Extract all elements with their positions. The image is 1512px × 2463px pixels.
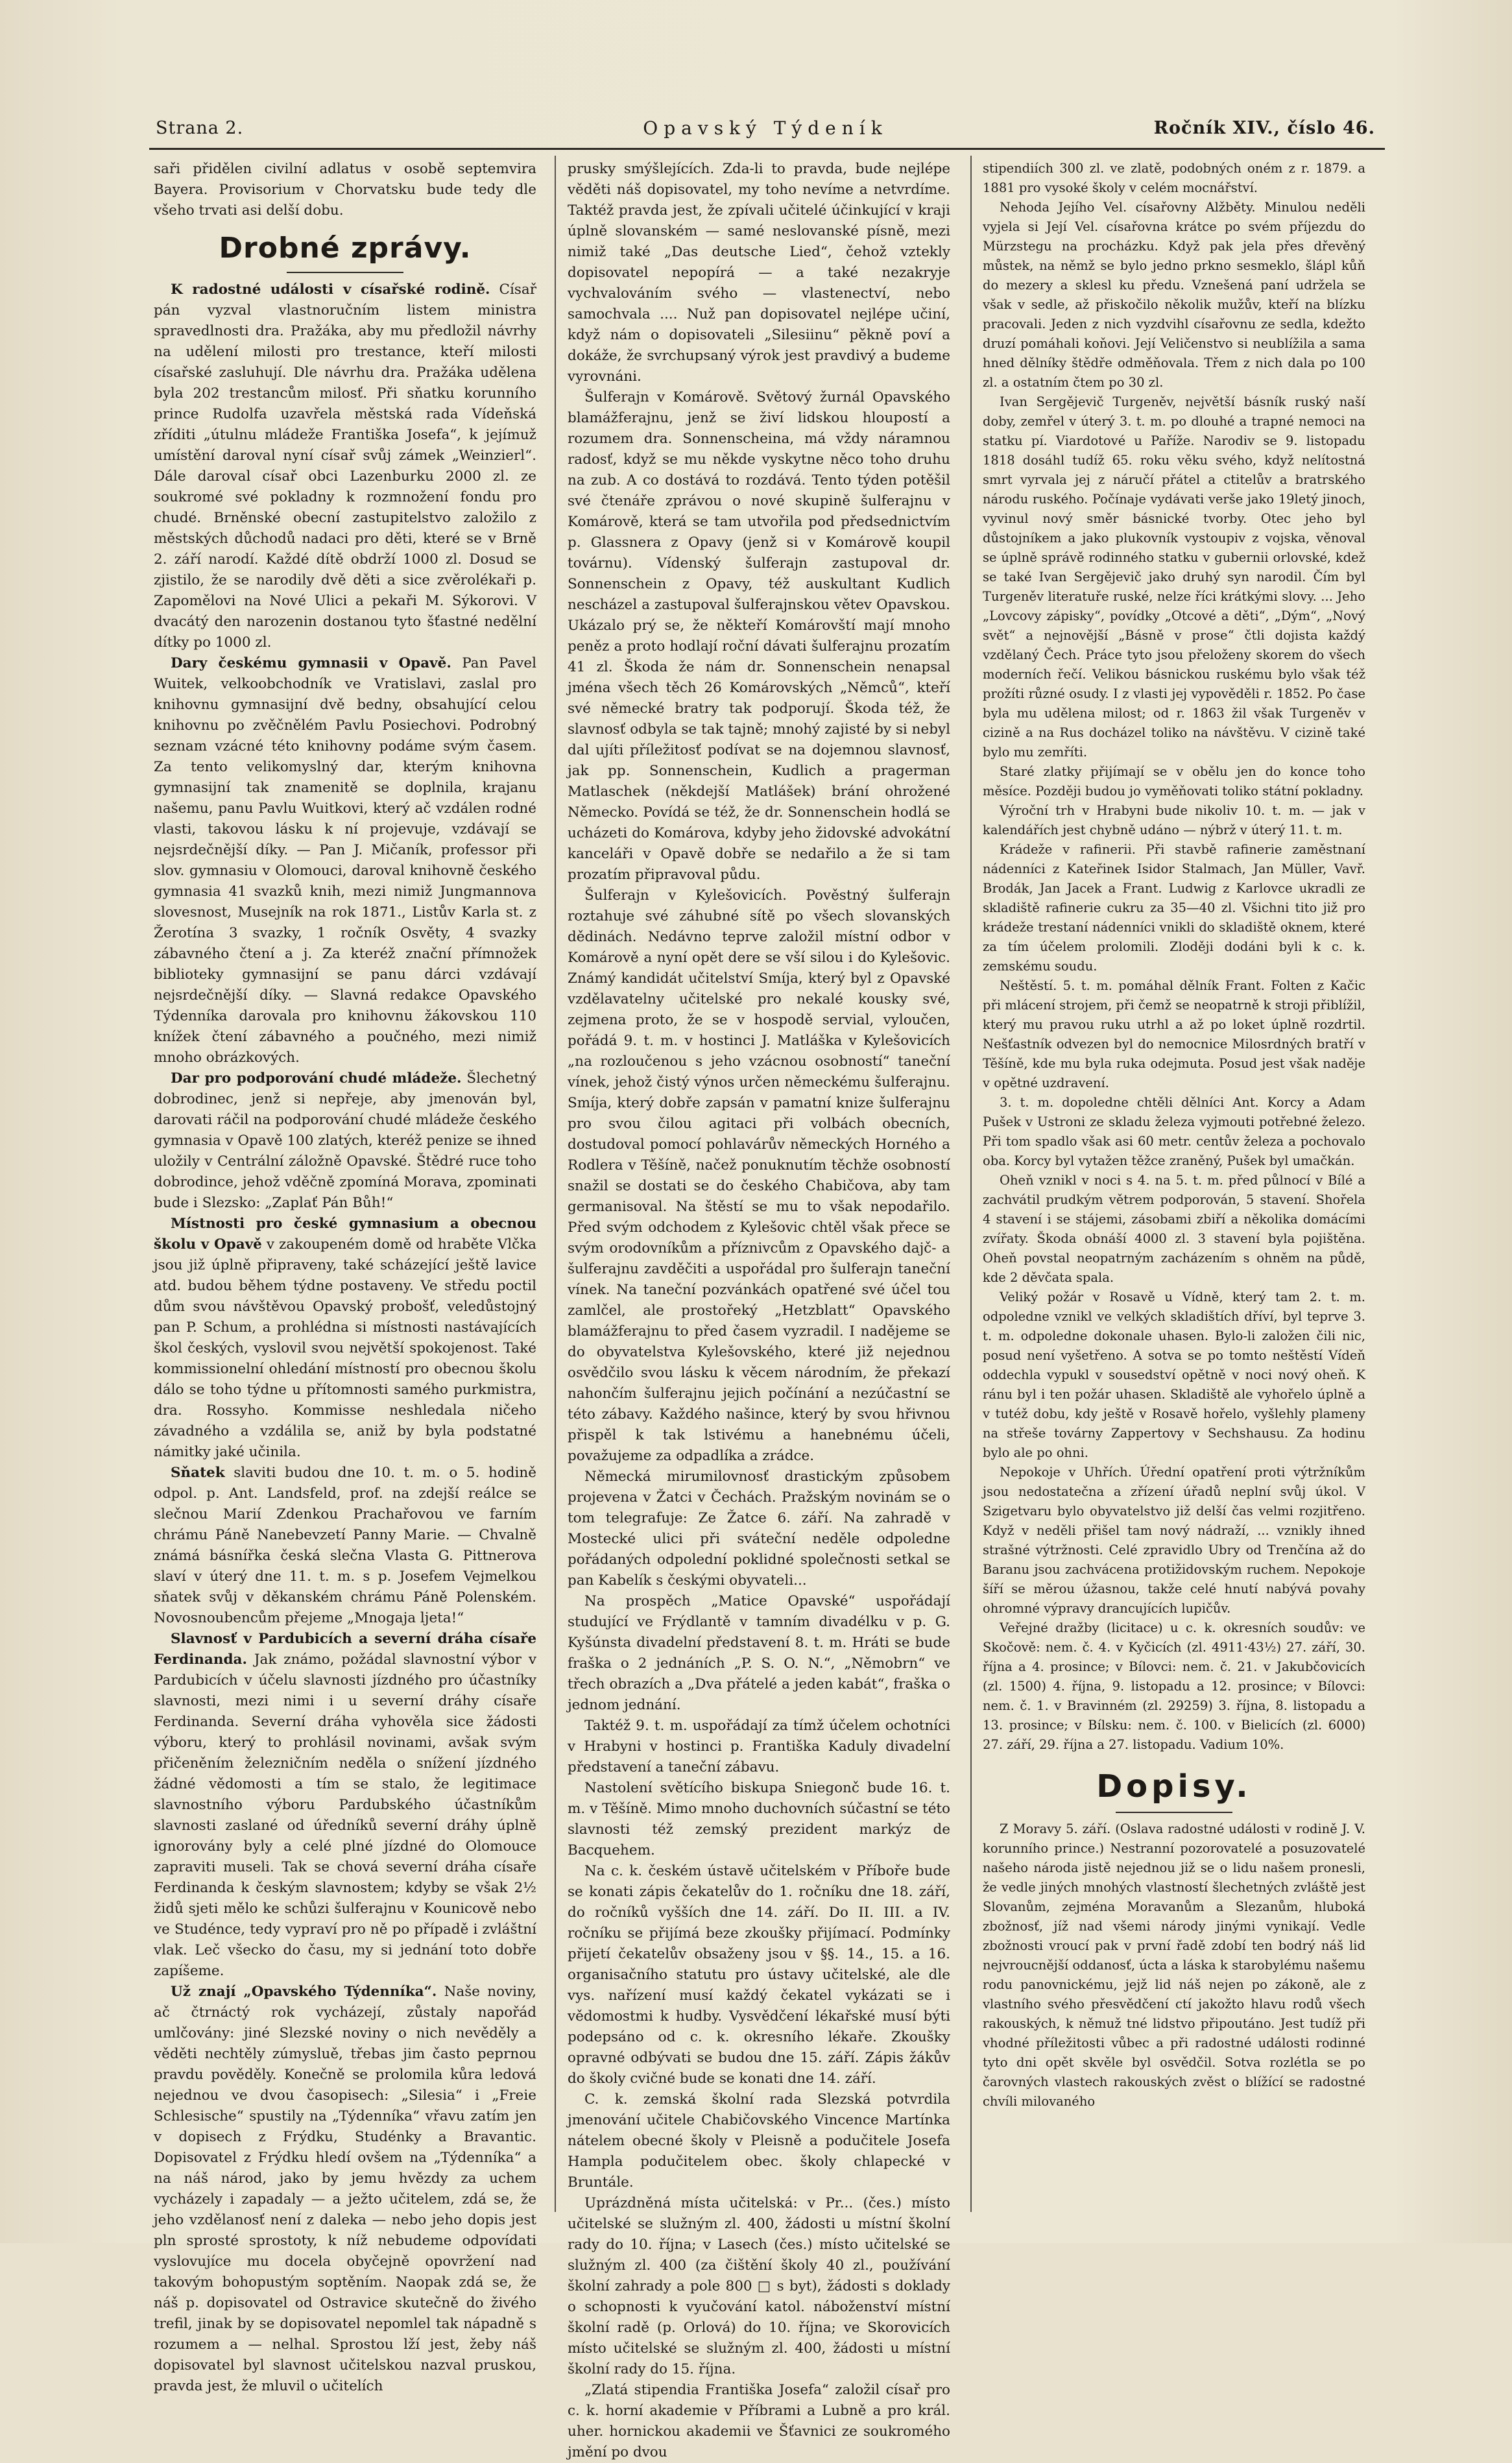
news-text: v zakoupeném domě od hraběte Vlčka jsou již úplně připraveny, také scházející ještě lavice atd. budou během týdne postaveny. Ve středu poctil dům svou návštěvou Opavský probošť, veledůstojný pan P. Schum, a prohlédna si místnosti nastávajících škol českých, vyslovil svou největší spokojenost. Také kommissionelní ohledání místností pro obecnou školu dálo se toho týdne u přítomnosti samého purkmistra, dra. Rossyho. Kommisse neshledala ničeho závadného a vzdálila se, aniž by byla podstatné námitky jaké učinila. [154, 1236, 537, 1460]
news-headline: K radostné události v císařské rodině. [171, 282, 490, 298]
section-rule [287, 272, 403, 273]
news-text: Šlechetný dobrodinec, jenž si nepřeje, aby jmenován byl, darovati ráčil na podporování chudé mládeže českého gymnasia v Opavě 100 zlatých, kteréž penize se ihned uložily v Centrální záložně Opavské. Štědré ruce toho dobrodince, jehož vděčně zpomíná Morava, zpominati bude i Slezsko: „Zaplať Pán Bůh!“ [154, 1070, 536, 1211]
article-paragraph: stipendiích 300 zl. ve zlatě, podobných oném z r. 1879. a 1881 pro vysoké školy v celém mocnářství. [983, 161, 1365, 195]
news-text: Jak známo, požádal slavnostní výbor v Pardubicích v účelu slavnosti jízdného pro účastníky slavnosti, mezi nimi i u severní dráhy císaře Ferdinanda. Severní dráha vyhověla sice žádosti výboru, který to prohlásil novinami, avšak svým přičeněním železničním neděla o snížení jízdného žádné vědomosti a tím se stalo, že legitimace slavnostního výboru Pardubského účastníkům slavnosti zaslané od úředníků severní dráhy úplně ignorovány byly a celé plné jízdné do Olomouce zapraviti museli. Tak se chová severní dráha císaře Ferdinanda k českým slavnostem; kdyby se však 2½ židů sjeti mělo ke schůzi šulferajnu v Kounicově nebo ve Studénce, tedy vypraví pro ně po případě i zvláštní vlak. Leč všecko do času, my si jednání toto dobře zapíšeme. [154, 1652, 536, 1979]
news-item [154, 1629, 536, 1982]
section-title-drobne-zpravy: Drobné zprávy. [219, 232, 472, 265]
article-paragraph: Veřejné dražby (licitace) u c. k. okresních soudův: ve Skočově: nem. č. 4. v Kyčicích (zl. 4911·43½) 27. září, 30. října a 4. prosince; v Bílovci: nem. č. 21. v Jakubčovicích (zl. 1500) 4. října, 9. listopadu a 12. prosince; v Bílovci: nem. č. 1. v Bravinném (zl. 29259) 3. října, 8. listopadu a 13. prosince; v Bílsku: nem. č. 100. v Bielicích (zl. 6000) 27. září, 29. října a 27. listopadu. Vadium 10%. [983, 1620, 1365, 1752]
intro-paragraph: saři přidělen civilní adlatus v osobě septemvira Bayera. Provisorium v Chorvatsku bude tedy dle všeho trvati asi delší dobu. [154, 161, 536, 219]
news-headline: Dar pro podporování chudé mládeže. [171, 1070, 462, 1087]
section-title-dopisy: Dopisy. [1096, 1768, 1252, 1805]
news-headline: Sňatek [171, 1465, 225, 1481]
news-headline: Už znají „Opavského Týdenníka“. [171, 1984, 437, 2000]
article-paragraph: Taktéž 9. t. m. uspořádají za tímž účelem ochotníci v Hrabyni v hostinci p. Františka Kaduly divadelní představení a taneční zábavu. [568, 1718, 950, 1775]
article-paragraph: Nepokoje v Uhřích. Úřední opatření proti výtržníkům jsou nedostatečna a zřízení úřadů neplní svůj úkol. V Szigetvaru bylo obyvatelstvo již delší čas velmi rozjitřeno. Když v neděli přišel tam nový nádraží, ... vznikly ihned strašné výtržnosti. Celé zpravidlo Ubry od Trenčína až do Baranu jsou zachvácena protižidovským ruchem. Nepokoje šíří se měrou úžasnou, takže celé hnutí nabývá povahy ohromné výpravy drancujících lupičův. [983, 1465, 1365, 1616]
column-divider [555, 156, 556, 2212]
letter-paragraph: Z Moravy 5. září. (Oslava radostné události v rodině J. V. korunního prince.) Nestranní pozorovatelé a posuzovatelé našeho národa jistě nejednou již se o lidu našem pronesli, že vedle jiných mnohých vlastností šlechetných zvláště jest Slovanům, zejména Moravanům a Slezanům, hluboká zbožnosť, jíž nad všemi národy jinými vynikají. Vedle zbožnosti vroucí pak v první řadě zdobí ten bodrý náš lid nejvroucnější oddanosť, úcta a láska k starobylému našemu rodu panovnickému, jejž lid náš nejen po zákoně, ale z vlastního svého přesvědčení ctí jakožto hlavu rodů všech rakouských, k němuž tné lidstvo připoutáno. Jest tudíž při vhodné příležitosti vůbec a při radostné události rodinné tyto dni opět skvěle byl osvědčil. Sotva rozlétla se po čarovných vlastech rakouských zvěst o blížící se radostné chvíli milovaného [983, 1821, 1365, 2109]
article-paragraph: „Zlatá stipendia Františka Josefa“ založil císař pro c. k. horní akademie v Příbrami a Lubně a pro král. uher. hornickou akademii ve Šťavnici ze soukromého jmění po dvou [568, 2382, 950, 2460]
article-paragraph: Šulferajn v Kylešovicích. Pověstný šulferajn roztahuje své záhubné sítě po všech slovanských dědinách. Nedávno teprve založil místní odbor v Komárově a nyní opět dere se vší silou i do Kylešovic. Známý kandidát učitelství Smíja, který byl z Opavské vzdělavatelny učitelské pro nekalé kousky své, zejmena proto, že se v hospodě servial, vyloučen, pořádá 9. t. m. v hostinci J. Matláška v Kylešovicích „na rozloučenou s jeho vzácnou osobností“ taneční vínek, jehož čistý výnos určen německému šulferajnu. Smíja, který dobře zapsán v pamatní knize šulferajnu pro svou čilou agitaci při volbách obecních, dostudoval pomocí pohlavárův německých Horného a Rodlera v Těšíně, načež ponuknutím těchže osobností snažil se dostati se do českého Chabičova, aby tam germanisoval. Na štěstí se mu to však nepodařilo. Před svým odchodem z Kylešovic chtěl však přece se svým orodovníkům a příznivcům z Opavského dajč- a šulferajnu zavděčiti a uspořádal pro šulferajn taneční vínek. Na taneční pozvánkách opatřené své účel tou zamlčel, ale prostořeký „Hetzblatt“ Opavského blamážferajnu to před časem vyzradil. I nadějeme se do obyvatelstva Kylešovského, které již nejednou osvědčilo svou lásku k věcem národním, že překazí nahončím šulferajnu jejich počínání a nezúčastní se této zábavy. Každého našince, který by svou hřivnou přispěl k tak lstivému a hanebnému účeli, považujeme za odpadlíka a zrádce. [568, 887, 950, 1464]
article-paragraph: C. k. zemská školní rada Slezská potvrdila jmenování učitele Chabičovského Vincence Martínka nátelem obecné školy v Pleisně a podučitele Josefa Hampla podučitelem obec. školy chlapecké v Bruntále. [568, 2091, 950, 2191]
section-rule [1116, 1812, 1232, 1813]
news-text: Císař pán vyzval vlastnoručním listem ministra spravedlnosti dra. Pražáka, aby mu předložil návrhy na udělení milosti pro trestance, kteří milosti císařské zasluhují. Dle návrhu dra. Pražáka udělena byla 202 trestancům milosť. Při sňatku korunního prince Rudolfa uzavřela městská rada Vídeňská zříditi „útulnu mládeže Františka Josefa“, k jejímuž umístění daroval nyní císař svůj zámek „Weinzierl“. Dále daroval císař obci Lazenburku 2000 zl. ze soukromé své pokladny k rozmnožení fondu pro chudé. Brněnské obecní zastupitelstvo založilo z městských důchodů nadaci pro děti, které se v Brně 2. září narodí. Každé dítě obdrží 1000 zl. Dosud se zjistilo, že se narodily dvě děti a sice zvěrolékaři p. Zapomělovi na Nové Ulici a pekaři M. Sýkorovi. V dvacátý den narozenin dostanou tyto šťastné nedělní dítky po 1000 zl. [154, 282, 536, 651]
news-text: Naše noviny, ač čtrnáctý rok vycházejí, zůstaly napořád umlčovány: jiné Slezské noviny o nich nevěděly a věděti nechtěly zúmysluě, třebas jim často peprnou pravdu pověděly. Konečně se prolomila kůra ledová nejednou ve dvou časopisech: „Silesia“ i „Freie Schlesische“ spustily na „Týdenníka“ vřavu zatím jen v dopisech z Frýdku, Studénky a Bravantic. Dopisovatel z Frýdku hledí ovšem na „Týdenníka“ a na náš národ, jako by jemu hvězdy za uchem vycházely i zapadaly — a ježto učitelem, zdá se, že jeho vzdělanosť není z daleka — nebo jeho dopis jest pln sprosté sprostoty, k níž nebudeme odpovídati vyslovujíce mu docela obyčejně opovržení nad takovým bohopustým soptěním. Naopak zdá se, že náš p. dopisovatel od Ostravice skutečně do živého trefil, jinak by se dopisovatel nepomlel tak nápadně s rozumem a — nelhal. Sprostou lží jest, žeby náš dopisovatel byl slavnost učitelskou nazval pruskou, pravda jest, že mluvil o učitelích [154, 1984, 536, 2394]
news-headline: Dary českému gymnasii v Opavě. [171, 655, 451, 671]
column-1 [154, 159, 537, 2394]
news-item [154, 1068, 536, 1214]
column-2 [568, 159, 950, 2460]
news-item [154, 280, 536, 653]
article-paragraph: Staré zlatky přijímají se v obělu jen do konce toho měsíce. Později budou jo vyměňovati toliko státní pokladny. [983, 764, 1365, 799]
article-paragraph: Ivan Sergějevič Turgeněv, největší básník ruský naší doby, zemřel v úterý 3. t. m. po dlouhé a trapné nemoci na statku pí. Viardotové u Paříže. Narodiv se 9. listopadu 1818 dosáhl tudíž 65. roku věku svého, když nelítostná smrt vyrvala jej z náručí přátel a ctitelův a bratrského národu ruského. Počínaje vydávati verše jako 19letý jinoch, vyvinul nový směr básnické tvorby. Otec jeho byl důstojníkem a jako plukovník vystoupiv z vojska, věnoval se úplně správě rodinného statku v gubernii orlovské, kdež se také Ivan Sergějevič jako druhý syn narodil. Čím byl Turgeněv literatuře ruské, nelze říci krátkými slovy. ... Jeho „Lovcovy zápisky“, povídky „Otcové a děti“, „Dým“, „Nový svět“ a nejnovější „Básně v prose“ čtli dojista každý vzdělaný Čech. Práce tyto jsou přeloženy skorem do všech moderních řečí. Velikou básnickou ruskému bylo však též prožíti různé osudy. I z vlasti jej vypověděli r. 1852. Po čase byla mu udělena milost; od r. 1863 žil však Turgeněv v cizině a na Rus docházel toliko na návštěvu. V cizině také bylo mu zemříti. [983, 394, 1365, 760]
news-text: slaviti budou dne 10. t. m. o 5. hodině odpol. p. Ant. Landsfeld, prof. na zdejší reálce se slečnou Marií Zdenkou Prachařovou ve farním chrámu Páně Nanebevzetí Panny Marie. — Chvalně známá básnířka česká slečna Vlasta G. Pittnerova slaví v úterý dne 11. t. m. s p. Josefem Vejmelkou sňatek svůj v děkanském chrámu Páně Polenském. Novosnoubencům přejeme „Mnogaja ljeta!“ [154, 1465, 536, 1626]
article-paragraph: Uprázdněná místa učitelská: v Pr... (čes.) místo učitelské se služným zl. 400, žádosti u místní školní rady do 10. října; v Lasech (čes.) místo učitelské se služným zl. 400 (za čištění školy 40 zl., používání školní zahrady a pole 800 □ s byt), žádosti s doklady o schopnosti k vyučování katol. náboženství místní školní radě (p. Orlová) do 10. října; ve Skorovicích místo učitelské se služným zl. 400, žádosti u místní školní rady do 15. října. [568, 2195, 950, 2377]
issue-number: Ročník XIV., číslo 46. [1153, 118, 1375, 138]
article-paragraph: Šulferajn v Komárově. Světový žurnál Opavského blamážferajnu, jenž se živí lidskou hloupostí a rozumem dra. Sonnenscheina, má vždy náramnou radosť, když se mu někde vyskytne něco toho druhu na zub. A co dostává to rozdává. Tento týden potěšil své čtenáře zprávou o nové skupině šulferajnu v Komárově, která se tam utvořila pod předsednictvím p. Glassnera z Opavy (jenž si v Komárově koupil továrnu). Vídenský šulferajn zastupoval dr. Sonnenschein z Opavy, též auskultant Kudlich nescházel a zastupoval šulferajnskou větev Opavskou. Ukázalo prý se, že někteří Komárovští mají mnoho peněz a proto hodlají roční dávati šulferajnu prozatím 41 zl. Škoda že nám dr. Sonnenschein nenapsal jména všech těch 26 Komárovských „Němců“, kteří své německé bratry tak podporují. Škoda též, že slavnosť odbyla se tak tajně; mnohý zajisté by si nebyl dal ujíti příležitosť podívat se na dojemnou slavnosť, jak pp. Sonnenschein, Kudlich a pragerman Matlaschek (někdejší Matlášek) brání ohrožené Německo. Povídá se též, že dr. Sonnenschein hodlá se ucházeti do Komárova, kdyby jeho židovské advokátní kanceláři v Opavě dobře se nedařilo a že si tam prozatím připravoval půdu. [568, 389, 950, 883]
column-3 [983, 159, 1365, 2209]
page-number: Strana 2. [156, 118, 244, 138]
article-paragraph: 3. t. m. dopoledne chtěli dělníci Ant. Korcy a Adam Pušek v Ustroni ze skladu železa vyjmouti potřebné železo. Při tom spadlo však asi 60 metr. centův železa a pochovalo oba. Korcy byl vytažen těžce zraněný, Pušek byl umačkán. [983, 1095, 1365, 1168]
article-paragraph: Oheň vznikl v noci s 4. na 5. t. m. před půlnocí v Bílé a zachvátil prudkým větrem podporován, 5 stavení. Shořela 4 stavení i se stájemi, zásobami zbiří a několika domácími zvířaty. Škoda obnáší 4000 zl. 3 stavení byla pojištěna. Oheň povstal neopatrným zacházením s ohněm na půdě, kde 2 děvčata spala. [983, 1173, 1365, 1285]
newspaper-title: Opavský Týdeník [643, 117, 888, 139]
news-item [154, 1463, 536, 1629]
article-paragraph: Německá mirumilovnosť drastickým způsobem projevena v Žatci v Čechách. Pražským novinám se o tom telegrafuje: Ze Žatce 6. září. Na zahradě v Mostecké ulici při sváteční neděle odpoledne pořádaných odpolední poklidné společnosti setkal se pan Kabelík s českými obyvateli... [568, 1469, 950, 1589]
article-paragraph: Nastolení světícího biskupa Sniegonč bude 16. t. m. v Těšíně. Mimo mnoho duchovních súčastní se této slavnosti též zemský prezident markýz de Bacquehem. [568, 1780, 950, 1858]
article-paragraph: Neštěstí. 5. t. m. pomáhal dělník Frant. Folten z Kačic při mlácení strojem, při čemž se neopatrně k stroji přiblížil, který mu pravou ruku utrhl a až po loket úplně rozdrtil. Nešťastník odvezen byl do nemocnice Milosrdných bratří v Těšíně, kde mu byla ruka odejmuta. Posud jest však naděje v opětné uzdravení. [983, 978, 1365, 1090]
news-text: Pan Pavel Wuitek, velkoobchodník ve Vratislavi, zaslal pro knihovnu gymnasijní dvě bedny, obsahující celou knihovnu po zvěčnělém Pavlu Posiechovi. Podrobný seznam vzácné této knihovny podáme svým časem. Za tento velikomyslný dar, kterým knihovna gymnasijní tak znamenitě se doplnila, krajanu našemu, panu Pavlu Wuitkovi, který ač vzdálen rodné vlasti, takovou lásku k ní projevuje, vzdávají se nejsrdečnější díky. — Pan J. Mičaník, professor při slov. gymnasiu v Olomouci, daroval knihovně českého gymnasia 41 svazků knih, mezi nimiž Jungmannova slovesnost, Musejník na rok 1871., Listův Karla st. z Žerotína 3 svazky, 1 ročník Osvěty, 4 svazky zábavného čtení a j. Za kteréž znační přímnožek biblioteky gymnasijní se panu dárci vzdávají nejsrdečnější díky. — Slavná redakce Opavského Týdenníka darovala pro knihovnu žákovskou 110 knížek čtení zábavného a poučného, mezi nimiž mnoho obrázkových. [154, 655, 536, 1066]
news-item [154, 1982, 536, 2397]
article-paragraph: Výroční trh v Hrabyni bude nikoliv 10. t. m. — jak v kalendářích jest chybně udáno — nýbrž v úterý 11. t. m. [983, 803, 1365, 837]
news-item [154, 653, 536, 1068]
news-headline: Slavnosť v Pardubicích a severní dráha císaře Ferdinanda. [154, 1631, 536, 1668]
article-paragraph: Na prospěch „Matice Opavské“ uspořádají studující ve Frýdlantě v tamním divadélku v p. G. Kyšúnsta divadelní představení 8. t. m. Hráti se bude fraška o 2 jednáních „P. S. O. N.“, „Němobrn“ ve třech obrazích a „Dva přátelé a jeden kabát“, fraška o jednom jednání. [568, 1593, 950, 1713]
column-divider [970, 156, 972, 2212]
article-paragraph: Krádeže v rafinerii. Při stavbě rafinerie zaměstnaní nádenníci z Kateřinek Isidor Stalmach, Jan Müller, Vavř. Brodák, Jan Jacek a Frant. Ludwig z Karlovce ukradli ze skladiště rafinerie cukru za 35—40 zl. Všichni tito již pro krádeže trestaní nádenníci vnikli do skladiště oknem, které za tím účelem prolomili. Zloději dodáni byli k c. k. zemskému soudu. [983, 842, 1365, 974]
article-paragraph: prusky smýšlejících. Zda-li to pravda, bude nejlépe věděti náš dopisovatel, my toho nevíme a netvrdíme. Taktéž pravda jest, že zpívali učitelé účinkující v kraji úplně slovanském — samé neslovanské písně, mezi nimiž také „Das deutsche Lied“, čehož vztekly dopisovatel nepopírá — a také nezakryje vychvalováním svého — vlastenectví, nebo samochvala .... Nuž pan dopisovatel nejlépe učiní, když nám o dopisovateli „Silesiinu“ pěkně poví a dokáže, že svrchupsaný výrok jest pravdivý a budeme vyrovnáni. [568, 161, 950, 385]
article-paragraph: Veliký požár v Rosavě u Vídně, který tam 2. t. m. odpoledne vznikl ve velkých skladištích dříví, byl teprve 3. t. m. odpoledne dokonale uhasen. Bylo-li založen čili nic, posud není vyšetřeno. A sotva se po tomto neštěstí Vídeň oddechla vypukl v sousedství opětně v noci nový oheň. K ránu byl i ten požár uhasen. Skladiště ale vyhořelo úplně a v tutéž dobu, kdy ještě v Rosavě hořelo, vyšlehly plameny na střeše továrny Zappertovy v Sechshausu. Za hodinu bylo ale po ohni. [983, 1290, 1365, 1460]
article-paragraph: Nehoda Jejího Vel. císařovny Alžběty. Minulou neděli vyjela si Její Vel. císařovna krátce po svém příjezdu do Mürzstegu na procházku. Když pak jela přes dřevěný můstek, na němž se bylo jedno prkno sesmeklo, šlápl kůň do mezery a sklesl ku předu. Vznešená paní udržela se však v sedle, až přiskočilo několik mužův, kteří na blízku pracovali. Jeden z nich vyzdvihl císařovnu ze sedla, kdežto druzí pomáhali koňovi. Její Veličenstvo si neublížila a sama hned dělníky štědře odměňovala. Třem z nich dala po 100 zl. a ostatním čtem po 30 zl. [983, 200, 1365, 390]
page-header [156, 109, 1375, 148]
article-paragraph: Na c. k. českém ústavě učitelském v Příboře bude se konati zápis čekatelův do 1. ročníku dne 18. září, do ročníků vyšších dne 14. září. Do II. III. a IV. ročníku se přijímá beze zkoušky přijímací. Podmínky přijetí čekatelův obsaženy jsou v §§. 14., 15. a 16. organisačního statutu pro ústavy učitelské, ale dle vys. nařízení musí každý čekatel vykázati se i vědomostmi k hudby. Vysvědčení lékařské musí býti podepsáno od c. k. okresního lékaře. Zkoušky opravné odbývati se budou dne 15. září. Zápis žákův do školy cvičné bude se konati dne 14. září. [568, 1863, 950, 2087]
news-headline: Místnosti pro české gymnasium a obecnou školu v Opavě [154, 1216, 536, 1253]
header-rule [149, 148, 1385, 150]
news-item [154, 1214, 536, 1463]
